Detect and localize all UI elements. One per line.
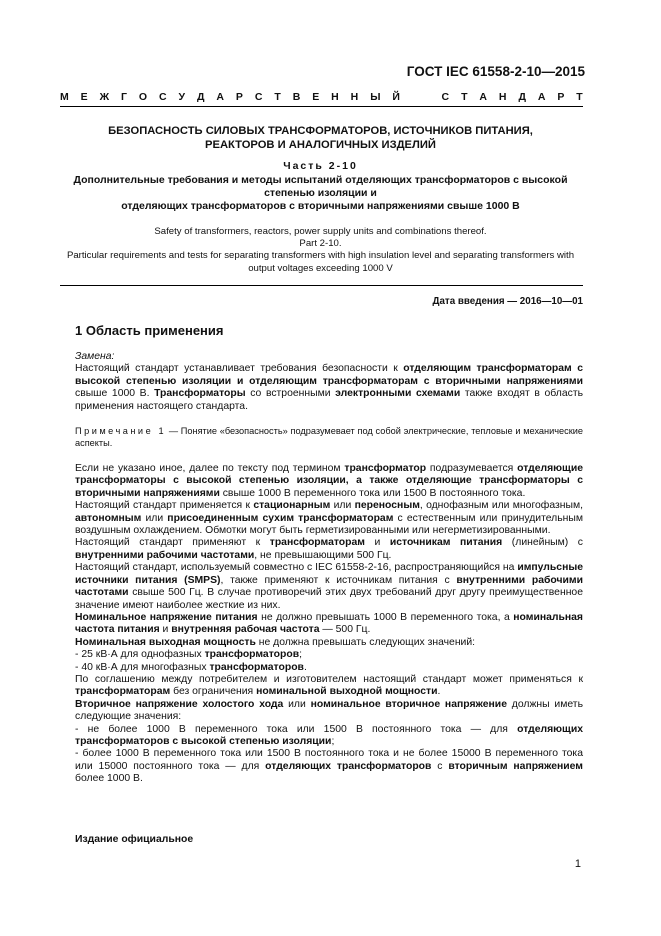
english-title: Safety of transformers, reactors, power supply units and combinations thereof. Part 2-10. Particular requirements and tests for separating transformers with high insulation level and separating transformers with output voltages exceeding 1000 V: [66, 226, 575, 274]
official-edition: Издание официальное: [75, 834, 194, 845]
section-heading: 1 Область применения: [75, 323, 224, 338]
banner-letter: М: [60, 91, 69, 103]
paragraph-1: Настоящий стандарт устанавливает требования безопасности к отделяющим трансформаторам с высокой степенью изоляции и отделяющим трансформаторам с вторичными напряжениями свыше 1000 В. Трансформаторы со встроенными электронными схемами также входят в область применения настоящего стандарта.: [75, 363, 584, 412]
banner-letter: [427, 91, 430, 103]
banner-letter: Е: [312, 91, 320, 103]
standard-title: БЕЗОПАСНОСТЬ СИЛОВЫХ ТРАНСФОРМАТОРОВ, ИСТОЧНИКОВ ПИТАНИЯ, РЕАКТОРОВ И АНАЛОГИЧНЫХ ИЗДЕЛИЙ: [108, 125, 533, 151]
paragraph-6: Номинальное напряжение питания не должно превышать 1000 В переменного тока, а номинальная частота питания и внутренняя рабочая частота — 500 Гц.: [75, 611, 583, 636]
banner-letter: А: [479, 91, 487, 103]
part-label: Часть 2-10: [283, 160, 358, 172]
paragraph-2: Если не указано иное, далее по тексту под термином трансформатор подразумевается отделяющие трансформаторы с высокой степенью изоляции, а также отделяющие трансформаторы с вторичными напряжениями свыше 1000 В переменного тока или 1500 В постоянного тока.: [75, 463, 583, 499]
paragraph-7: Номинальная выходная мощность не должна превышать следующих значений:: [75, 636, 476, 648]
standard-number: ГОСТ IEC 61558-2-10—2015: [406, 64, 585, 79]
header-rule: [60, 106, 583, 107]
banner-letter: О: [138, 91, 148, 103]
banner-letter: Т: [274, 91, 281, 103]
list-item-high-insulation: - не более 1000 В переменного тока или 1500 В постоянного тока — для отделяющих трансформаторов с высокой степенью изоляции;: [75, 723, 583, 747]
banner-letter: С: [159, 91, 167, 103]
interstate-standard-banner: [60, 91, 583, 103]
banner-letter: Ы: [370, 91, 381, 103]
banner-letter: Н: [331, 91, 339, 103]
banner-letter: Е: [80, 91, 88, 103]
banner-letter: Д: [518, 91, 526, 103]
banner-letter: Ж: [99, 91, 110, 103]
paragraph-10: По соглашению между потребителем и изготовителем настоящий стандарт может применяться к трансформаторам без ограничения номинальной выходной мощности.: [75, 673, 583, 698]
banner-letter: Г: [121, 91, 127, 103]
banner-letter: Р: [557, 91, 565, 103]
paragraph-4: Настоящий стандарт применяют к трансформаторам и источникам питания (линейным) с внутренними рабочими частотами, не превышающими 500 Гц.: [75, 537, 583, 561]
banner-letter: А: [216, 91, 224, 103]
banner-letter: С: [441, 91, 450, 103]
banner-letter: Й: [392, 91, 400, 103]
list-item-over-1000v: - более 1000 В переменного тока или 1500 В постоянного тока и не более 15000 В переменного тока или 15000 постоянного тока — для отделяющих трансформаторов с вторичным напряжением более 1000 В.: [75, 748, 583, 785]
banner-letter: Т: [576, 91, 583, 103]
banner-letter: Н: [498, 91, 507, 103]
paragraph-11: Вторичное напряжение холостого хода или номинальное вторичное напряжение должны иметь следующие значения:: [75, 698, 583, 723]
section-body: [75, 351, 583, 786]
banner-letter: В: [292, 91, 301, 103]
banner-letter: А: [537, 91, 546, 103]
list-item-single-phase: - 25 кВ·А для однофазных трансформаторов;: [75, 649, 302, 661]
banner-letter: Н: [350, 91, 359, 103]
note-1: Примечание 1 — Понятие «безопасность» подразумевает под собой электрические, тепловые и механические аспекты.: [75, 426, 584, 448]
banner-letter: [412, 91, 415, 103]
page-number: 1: [574, 858, 581, 870]
replace-label: Замена:: [75, 351, 115, 362]
intro-date: Дата введения — 2016—10—01: [432, 296, 583, 307]
paragraph-5: Настоящий стандарт, используемый совместно с IEC 61558-2-16, распространяющийся на импульсные источники питания (SMPS), также применяют к источникам питания с внутренними рабочими частотами свыше 500 Гц. В случае противоречий этих двух требований друг другу преимущественное значение имеют наиболее жесткие из них.: [75, 562, 584, 611]
banner-letter: С: [254, 91, 263, 103]
banner-letter: Д: [196, 91, 205, 103]
paragraph-3: Настоящий стандарт применяется к стационарным или переносным, однофазным или многофазным, автономным или присоединенным сухим трансформаторам с естественным или принудительным воздушным охлаждением. Обмотки могут быть герметизированными или негерметизированными.: [75, 500, 583, 537]
list-item-multi-phase: - 40 кВ·А для многофазных трансформаторов.: [75, 661, 307, 673]
banner-letter: Т: [461, 91, 468, 103]
standard-subtitle: Дополнительные требования и методы испытаний отделяющих трансформаторов с высокой степенью изоляции и отделяющих трансформаторов с вторичными напряжениями свыше 1000 В: [73, 174, 568, 212]
banner-letter: У: [178, 91, 186, 103]
title-rule: [60, 285, 583, 286]
banner-letter: Р: [235, 91, 243, 103]
